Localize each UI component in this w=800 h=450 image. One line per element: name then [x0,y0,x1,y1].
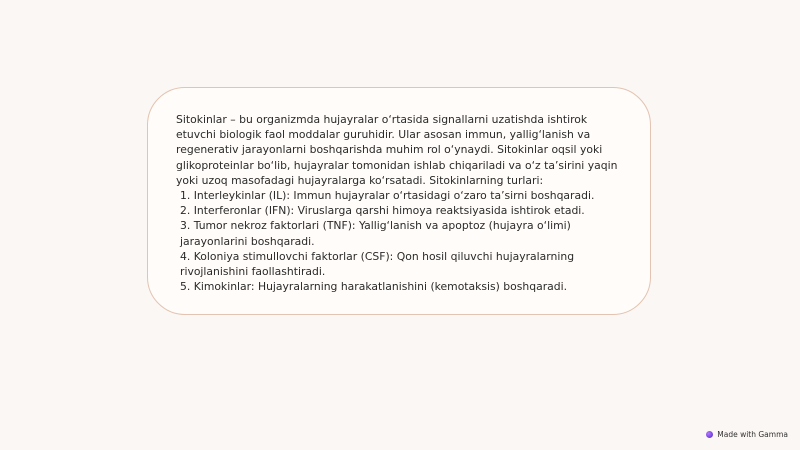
cytokine-types-list [176,188,630,294]
made-with-gamma-badge[interactable] [706,430,788,439]
list-item: 2. Interferonlar (IFN): Viruslarga qarshi himoya reaktsiyasida ishtirok etadi. [180,204,585,218]
list-item: 5. Kimokinlar: Hujayralarning harakatlanishini (kemotaksis) boshqaradi. [180,280,568,294]
gamma-logo-icon [706,431,713,438]
list-item: 3. Tumor nekroz faktorlari (TNF): Yallig‘lanish va apoptoz (hujayra o‘limi) jarayonlarini boshqaradi. [180,219,571,248]
badge-label: Made with Gamma [717,430,788,439]
list-item: 4. Koloniya stimullovchi faktorlar (CSF): Qon hosil qiluvchi hujayralarning rivojlanishini faollashtiradi. [180,249,575,279]
list-item: 1. Interleykinlar (IL): Immun hujayralar o‘rtasidagi o‘zaro ta’sirni boshqaradi. [180,189,595,203]
content-card [147,87,651,315]
intro-paragraph: Sitokinlar – bu organizmda hujayralar o‘rtasida signallarni uzatishda ishtirok etuvchi biologik faol moddalar guruhidir. Ular asosan immun, yallig‘lanish va regenerativ jarayonlarni boshqarishda muhim rol o‘ynaydi. Sitokinlar oqsil yoki glikoproteinlar bo‘lib, hujayralar tomonidan ishlab chiqariladi va o‘z ta’sirini yaqin yoki uzoq masofadagi hujayralarga ko‘rsatadi. Sitokinlarning turlari: [176,113,618,187]
